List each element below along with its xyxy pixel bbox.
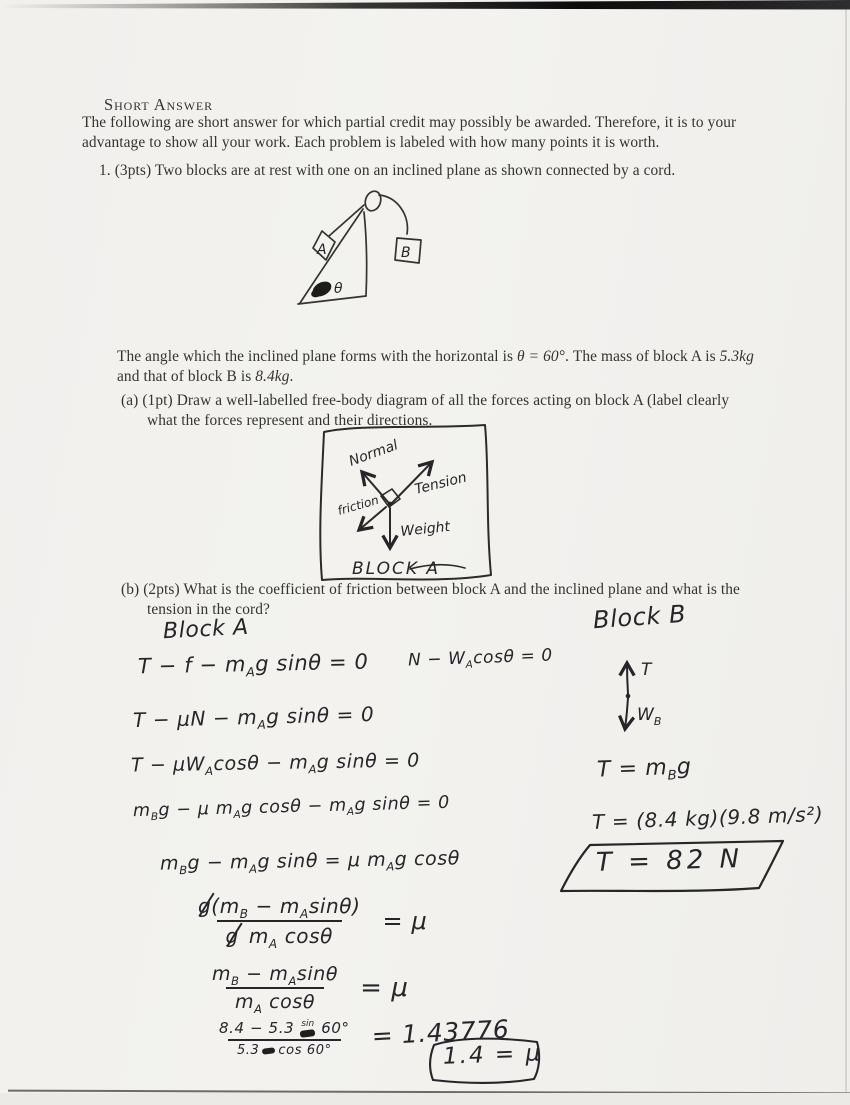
- cancelled-g: g: [198, 894, 212, 918]
- eq-block-b-2: T = (8.4 kg)(9.8 m/s²): [591, 801, 824, 835]
- block-b-label: B: [401, 245, 411, 261]
- incline-hypotenuse: [300, 209, 363, 303]
- fraction-denominator: g $m_A$ cosθ: [217, 920, 342, 948]
- friction-force-label: friction: [335, 492, 381, 518]
- scribble-mark: [262, 1047, 276, 1055]
- equals-mu: = μ: [360, 973, 409, 1003]
- incline-plane-sketch: [285, 186, 465, 316]
- part-a-line-1: (a) (1pt) Draw a well-labelled free-body diagram of all the forces acting on block A (label clearly: [121, 392, 730, 409]
- incline-right-edge: [364, 212, 367, 296]
- section-heading: Short Answer: [104, 95, 214, 114]
- cord-hanging-segment: [379, 195, 407, 234]
- fraction-denominator: $m_A$ cosθ: [226, 987, 324, 1013]
- cancelled-g: g: [225, 924, 239, 948]
- tension-up-arrow: [627, 663, 628, 694]
- normal-force-label: Normal: [346, 437, 401, 470]
- scan-background-bottom: [0, 1093, 850, 1105]
- fraction: [192, 894, 367, 951]
- eq-frac-mu: [206, 963, 409, 1016]
- eq-normal-direction: $N - W_A\cos\theta = 0$: [407, 645, 554, 671]
- fbd-caption: BLOCK A: [352, 559, 441, 579]
- paper-right-edge: [845, 0, 847, 1105]
- intro-line-1: The following are short answer for which partial credit may possibly be awarded. Therefore, it is to your: [82, 114, 737, 131]
- tension-answer-text: T = 82 N: [595, 844, 744, 878]
- weight-down-arrow: [625, 698, 628, 729]
- given-line-1: [117, 348, 754, 366]
- block-a-label: A: [317, 242, 327, 258]
- eq-block-a-1: $T - f - m_Ag$ sinθ = 0: [137, 649, 369, 680]
- pulley-icon: [363, 189, 383, 213]
- problem-1-statement: 1. (3pts) Two blocks are at rest with one on an inclined plane as shown connected by a cord.: [99, 162, 676, 179]
- scan-edge-artifact-top: [0, 0, 850, 10]
- weight-force-label: Weight: [399, 518, 451, 540]
- eq-block-a-5: $m_Bg - m_Ag$ sinθ = μ $m_Ag$ cosθ: [159, 847, 461, 878]
- angle-theta-label: θ: [334, 281, 343, 297]
- part-b-line-2: tension in the cord?: [147, 601, 270, 618]
- part-a-line-2: what the forces represent and their directions.: [147, 412, 433, 429]
- block-b-fbd-sketch: [610, 650, 670, 745]
- scribble-mark: [300, 1029, 316, 1038]
- given-math-mass-b: 8.4kg: [255, 368, 290, 385]
- eq-block-a-3: $T - \mu W_A\cos\theta - m_Ag$ sinθ = 0: [130, 749, 421, 779]
- fraction: [213, 1019, 356, 1058]
- eq-block-b-1: $T = m_Bg$: [596, 754, 692, 784]
- eq-block-a-4: $m_Bg - \mu$ $m_Ag$ $\cos\theta - m_Ag$ sinθ = 0: [132, 792, 451, 824]
- mu-answer-text: 1.4 = μ: [442, 1040, 543, 1070]
- fbd-origin-dot: [388, 502, 393, 507]
- fbd-b-origin-dot: [626, 694, 631, 699]
- given-text: .: [289, 368, 294, 385]
- fraction-numerator: $m_B - m_A\sin\theta$: [212, 963, 339, 988]
- given-text: The angle which the inclined plane forms with the horizontal is: [117, 348, 518, 365]
- equals-mu: = μ: [382, 907, 428, 935]
- intro-line-2: advantage to show all your work. Each problem is labeled with how many points it is worth.: [82, 134, 660, 151]
- cord-incline-segment: [329, 205, 364, 236]
- numeric-result: = 1.43776: [370, 1014, 510, 1051]
- incline-base: [298, 296, 366, 304]
- part-b-line-1: (b) (2pts) What is the coefficient of friction between block A and the inclined plane and what is the: [121, 581, 740, 598]
- sin-correction: sin: [301, 1019, 315, 1029]
- fraction-numerator: 8.4 − 5.3 sin 60°: [219, 1019, 350, 1037]
- given-math-mass-a: 5.3kg: [719, 348, 754, 365]
- block-a-heading: Block A: [162, 614, 250, 645]
- block-b-heading: Block B: [592, 599, 688, 635]
- eq-block-a-2: $T - \mu N - m_Ag$ sinθ = 0: [132, 701, 375, 733]
- weight-label-b: $W_B$: [637, 705, 662, 728]
- free-body-diagram-sketch: [315, 416, 497, 588]
- fraction-denominator: 5.3 cos 60°: [228, 1039, 341, 1058]
- eq-frac-cancel-g: [192, 894, 428, 951]
- tension-label-b: T: [641, 660, 652, 680]
- fraction: [206, 963, 344, 1016]
- given-text: . The mass of block A is: [564, 348, 720, 365]
- tension-force-label: Tension: [413, 469, 469, 498]
- given-line-2: [117, 368, 293, 386]
- fraction-numerator: $g(m_B - m_A\sin\theta)$: [198, 894, 361, 921]
- given-math-angle: θ = 60°: [517, 348, 565, 365]
- corrected-scribble: [297, 1020, 318, 1037]
- given-text: and that of block B is: [117, 368, 256, 385]
